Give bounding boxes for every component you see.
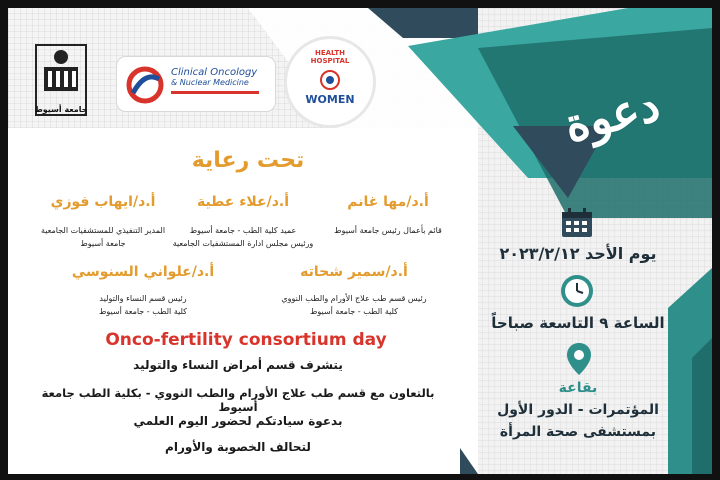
women-logo-center: WOMEN	[305, 93, 355, 106]
sponsor-name: أ.د/علاء عطية	[196, 194, 290, 210]
women-health-hospital-logo	[284, 36, 376, 128]
sponsorship-heading: تحت رعاية	[191, 148, 305, 173]
location-pin-icon	[560, 340, 598, 378]
sponsor-title-line: كلية الطب - جامعة أسيوط	[310, 307, 398, 316]
onco-logo-line2: & Nuclear Medicine	[171, 78, 249, 87]
invitation-word: دعوة	[558, 77, 665, 153]
assiut-university-logo	[30, 42, 92, 118]
body-line: بالتعاون مع قسم طب علاج الأورام والطب النووي - بكلية الطب جامعة أسيوط	[41, 386, 435, 414]
women-logo-top: HEALTH HOSPITAL	[310, 49, 350, 65]
invitation-card	[8, 8, 712, 474]
body-line: يتشرف قسم أمراض النساء والتوليد	[133, 358, 343, 372]
onco-logo-line1: Clinical Oncology	[171, 67, 258, 78]
body-line: لتحالف الخصوبة والأورام	[165, 440, 311, 454]
sponsor-title-line: كلية الطب - جامعة أسيوط	[99, 307, 187, 316]
event-time: الساعة ٩ التاسعة صباحاً	[491, 314, 665, 332]
body-line: بدعوة سيادتكم لحضور اليوم العلمي	[133, 414, 343, 428]
sponsor-alaa-attia	[168, 194, 318, 250]
sponsor-title-line: رئيس قسم طب علاج الأورام والطب النووي	[281, 294, 427, 303]
sponsor-ehab-fawzy	[28, 194, 178, 250]
sponsor-name: أ.د/مها غانم	[347, 194, 429, 210]
sponsor-title	[168, 224, 318, 250]
sponsor-title	[58, 292, 228, 318]
sponsor-elwany-elsenousy	[58, 264, 228, 318]
assiut-logo-text: جامعة أسيوط	[34, 105, 88, 114]
sponsor-name: أ.د/سمير شحاته	[300, 264, 408, 280]
venue-line2: بمستشفى صحة المرأة	[499, 424, 657, 440]
sponsor-title-line: قائم بأعمال رئيس جامعة أسيوط	[334, 226, 442, 235]
clock-icon	[558, 272, 596, 310]
sponsor-title-line: جامعة أسيوط	[80, 239, 126, 248]
venue-line1: المؤتمرات - الدور الأول	[497, 402, 659, 418]
sponsor-title-line: المدير التنفيذي للمستشفيات الجامعية	[40, 226, 166, 235]
sponsor-title	[28, 224, 178, 250]
event-date: يوم الأحد ٢٠٢٣/٢/١٢	[499, 244, 657, 263]
venue-label: بقاعة	[558, 380, 598, 396]
calendar-icon	[558, 204, 596, 242]
sponsor-name: أ.د/ايهاب فوزي	[50, 194, 156, 210]
sponsor-title-line: رئيس قسم النساء والتوليد	[99, 294, 187, 303]
event-title: Onco-fertility consortium day	[105, 330, 387, 350]
sponsor-title-line: ورئيس مجلس ادارة المستشفيات الجامعية	[172, 239, 314, 248]
clinical-oncology-logo	[116, 56, 276, 112]
sponsor-name: أ.د/علواني السنوسي	[71, 264, 215, 280]
sponsor-title	[318, 224, 458, 237]
sponsor-title-line: عميد كلية الطب - جامعة أسيوط	[189, 226, 297, 235]
sponsor-title	[264, 292, 444, 318]
sponsor-maha-ghanem	[318, 194, 458, 237]
sponsor-samir-shehata	[264, 264, 444, 318]
